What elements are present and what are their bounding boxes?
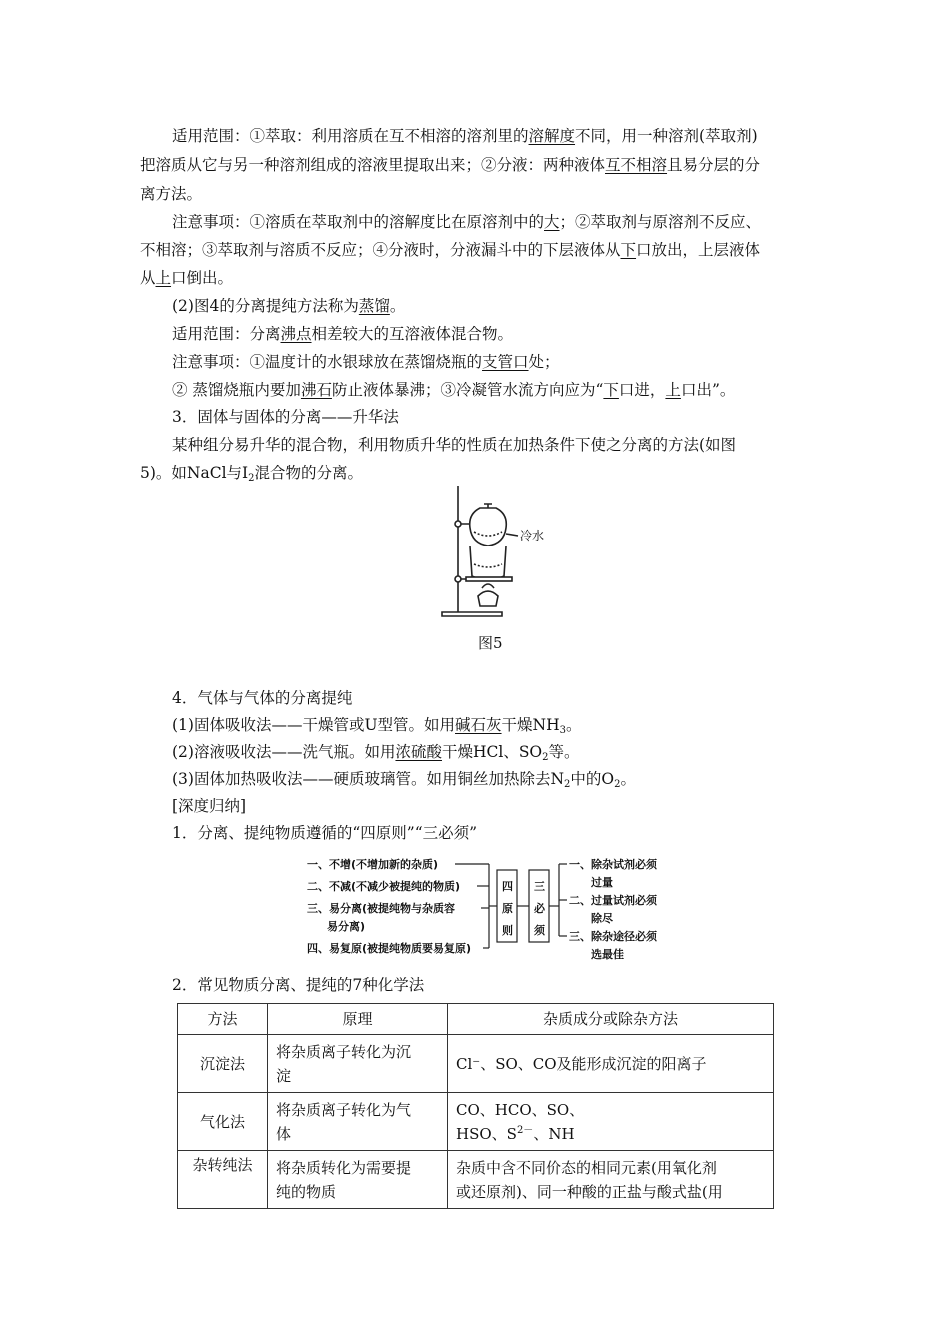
principle-2: 二、不减(不减少被提纯的物质) xyxy=(307,880,461,893)
paragraph-line: 5)。如NaCl与$I_2$混合物的分离。 xyxy=(140,464,364,484)
paragraph-line: 把溶质从它与另一种溶剂组成的溶液里提取出来；②分液：两种液体互不相溶且易分层的分 xyxy=(140,156,761,174)
must-3: 三、除杂途径必须 xyxy=(569,930,657,943)
paragraph-extraction-notes: 注意事项：①溶质在萃取剂中的溶解度比在原溶剂中的大；②萃取剂与原溶剂不反应、 xyxy=(172,213,762,231)
paragraph-line: 不相溶；③萃取剂与溶质不反应；④分液时，分液漏斗中的下层液体从下口放出，上层液体 xyxy=(140,241,761,259)
paragraph-distillation-scope: 适用范围：分离沸点相差较大的互溶液体混合物。 xyxy=(172,325,514,343)
principles-diagram xyxy=(305,852,675,968)
principle-3: 三、易分离(被提纯物与杂质容 xyxy=(307,902,456,915)
paragraph-heating-absorption: (3)固体加热吸收法——硬质玻璃管。如用铜丝加热除去$N_2$中的$O_2$。 xyxy=(172,770,637,790)
box1-char: 原 xyxy=(502,902,513,915)
impurity-cell: CO、HCO、SO、 HSO、$S^{2-}$、NH xyxy=(448,1093,774,1151)
impurity-cell: Cl⁻、SO、CO及能形成沉淀的阳离子 xyxy=(448,1035,774,1093)
paragraph-sublimation: 某种组分易升华的混合物，利用物质升华的性质在加热条件下使之分离的方法(如图 xyxy=(172,436,737,454)
principle-1: 一、不增(不增加新的杂质) xyxy=(307,858,439,871)
sublimation-apparatus-figure xyxy=(438,484,548,624)
figure-caption: 图5 xyxy=(478,634,503,652)
beaker xyxy=(470,546,506,580)
section-heading-chemical-methods: 2．常见物质分离、提纯的7种化学法 xyxy=(172,976,425,994)
principle-cell: 将杂质转化为需要提 纯的物质 xyxy=(268,1151,448,1209)
principle-3-cont: 易分离) xyxy=(327,920,366,933)
round-flask xyxy=(470,508,507,546)
box2-char: 须 xyxy=(534,924,545,937)
label-leader xyxy=(506,534,518,536)
section-tag: [深度归纳] xyxy=(172,797,247,815)
must-1-cont: 过量 xyxy=(591,876,613,889)
section-heading-principles: 1．分离、提纯物质遵循的“四原则”“三必须” xyxy=(172,824,478,842)
box2-char: 三 xyxy=(534,880,545,893)
section-heading-sublimation: 3．固体与固体的分离——升华法 xyxy=(172,408,399,426)
paragraph-line: ② 蒸馏烧瓶内要加沸石防止液体暴沸；③冷凝管水流方向应为“下口进，上口出”。 xyxy=(172,381,736,399)
box1-char: 则 xyxy=(502,924,513,937)
box2-char: 必 xyxy=(534,902,545,915)
must-3-cont: 选最佳 xyxy=(591,948,624,961)
table-row xyxy=(178,1151,774,1209)
paragraph-distillation: (2)图4的分离提纯方法称为蒸馏。 xyxy=(172,297,406,315)
must-1: 一、除杂试剂必须 xyxy=(569,858,657,871)
chemical-methods-table xyxy=(177,1003,774,1209)
section-heading-gas: 4．气体与气体的分离提纯 xyxy=(172,689,353,707)
method-cell: 沉淀法 xyxy=(178,1035,268,1093)
stand-base xyxy=(442,612,502,616)
box1-char: 四 xyxy=(502,880,513,893)
paragraph-solid-absorption: (1)固体吸收法——干燥管或U型管。如用碱石灰干燥$NH_3$。 xyxy=(172,716,582,736)
header-principle: 原理 xyxy=(268,1004,448,1035)
impurity-cell: 杂质中含不同价态的相同元素(用氧化剂 或还原剂)、同一种酸的正盐与酸式盐(用 xyxy=(448,1151,774,1209)
principle-cell: 将杂质离子转化为气 体 xyxy=(268,1093,448,1151)
header-impurity: 杂质成分或除杂方法 xyxy=(448,1004,774,1035)
table-header-row xyxy=(178,1004,774,1035)
paragraph-extraction-scope: 适用范围：①萃取：利用溶质在互不相溶的溶剂里的溶解度不同，用一种溶剂(萃取剂) xyxy=(172,127,758,145)
paragraph-solution-absorption: (2)溶液吸收法——洗气瓶。如用浓硫酸干燥HCl、$SO_2$等。 xyxy=(172,743,580,763)
table-row xyxy=(178,1035,774,1093)
alcohol-lamp xyxy=(478,591,498,606)
principle-4: 四、易复原(被提纯物质要易复原) xyxy=(307,942,472,955)
flame xyxy=(482,584,494,588)
principle-cell: 将杂质离子转化为沉 淀 xyxy=(268,1035,448,1093)
cold-water-label: 冷水 xyxy=(520,529,545,543)
table-row xyxy=(178,1093,774,1151)
must-2: 二、过量试剂必须 xyxy=(569,894,657,907)
paragraph-line: 离方法。 xyxy=(140,185,203,203)
header-method: 方法 xyxy=(178,1004,268,1035)
paragraph-line: 从上口倒出。 xyxy=(140,269,234,287)
method-cell: 杂转纯法 xyxy=(178,1151,268,1209)
wire-gauze xyxy=(466,577,512,581)
must-2-cont: 除尽 xyxy=(591,912,613,925)
paragraph-distillation-notes: 注意事项：①温度计的水银球放在蒸馏烧瓶的支管口处； xyxy=(172,353,560,371)
method-cell: 气化法 xyxy=(178,1093,268,1151)
